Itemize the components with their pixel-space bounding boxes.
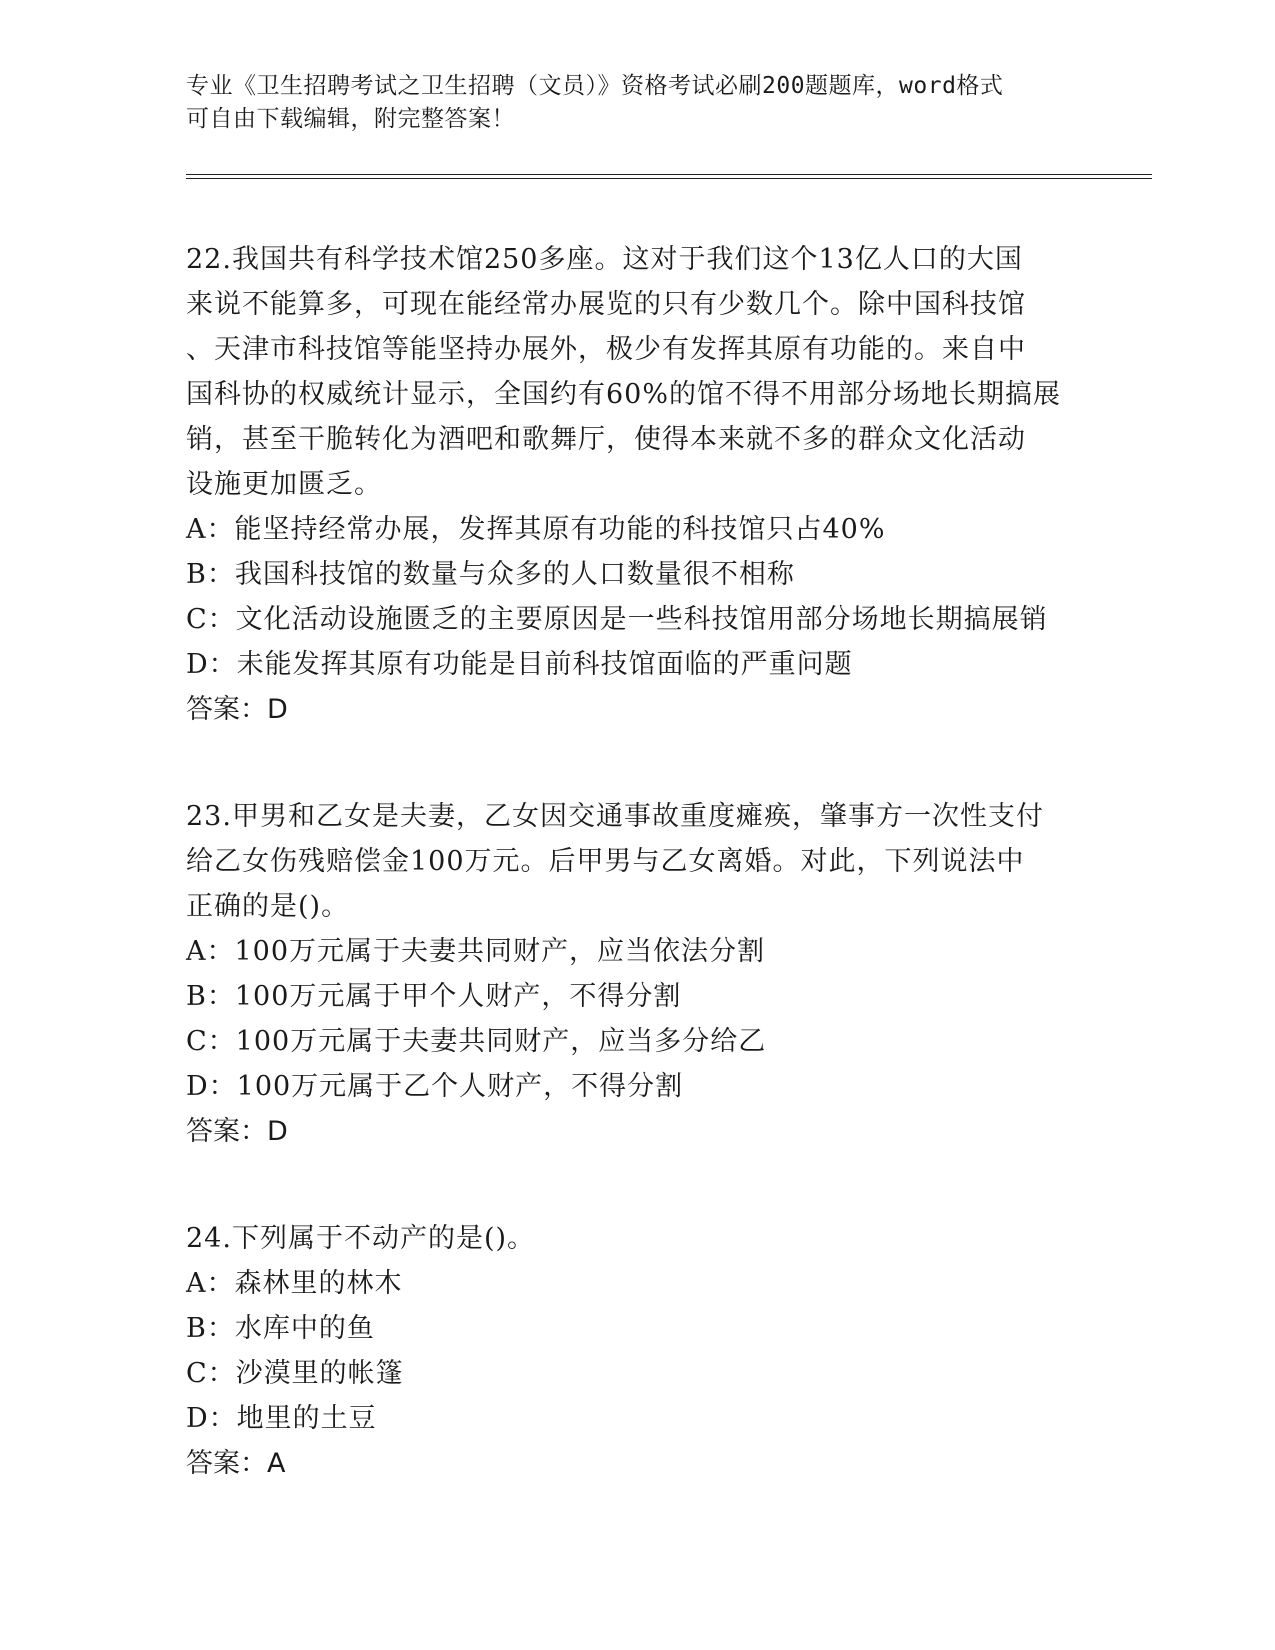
question-stem-line: 设施更加匮乏。 [186, 469, 382, 500]
document-header [186, 70, 1146, 136]
option-a: A：100万元属于夫妻共同财产，应当依法分割 [186, 936, 766, 967]
question-stem-line: 24.下列属于不动产的是()。 [186, 1223, 536, 1254]
question-stem-line: 销，甚至干脆转化为酒吧和歌舞厅，使得本来就不多的群众文化活动 [186, 424, 1026, 455]
option-c: C：文化活动设施匮乏的主要原因是一些科技馆用部分场地长期搞展销 [186, 604, 1048, 635]
document-page [186, 70, 1146, 1486]
option-d: D：未能发挥其原有功能是目前科技馆面临的严重问题 [186, 649, 853, 680]
question-23 [186, 794, 1146, 1154]
option-a: A：能坚持经常办展，发挥其原有功能的科技馆只占40% [186, 514, 886, 545]
question-stem-line: 22.我国共有科学技术馆250多座。这对于我们这个13亿人口的大国 [186, 244, 1023, 275]
option-a: A：森林里的林木 [186, 1268, 403, 1299]
header-line: 可自由下载编辑，附完整答案！ [186, 106, 515, 132]
question-stem-line: 来说不能算多，可现在能经常办展览的只有少数几个。除中国科技馆 [186, 289, 1026, 320]
question-stem-line: 给乙女伤残赔偿金100万元。后甲男与乙女离婚。对此，下列说法中 [186, 846, 1025, 877]
question-stem-line: 国科协的权威统计显示，全国约有60%的馆不得不用部分场地长期搞展 [186, 379, 1062, 410]
option-c: C：100万元属于夫妻共同财产，应当多分给乙 [186, 1026, 767, 1057]
option-c: C：沙漠里的帐篷 [186, 1358, 404, 1389]
answer: 答案：D [186, 1116, 288, 1147]
answer: 答案：A [186, 1448, 286, 1479]
header-line: 专业《卫生招聘考试之卫生招聘（文员）》资格考试必刷200题题库，word格式 [186, 73, 1004, 99]
question-stem-line: 正确的是()。 [186, 891, 350, 922]
question-stem-line: 、天津市科技馆等能坚持办展外，极少有发挥其原有功能的。来自中 [186, 334, 1026, 365]
option-d: D：地里的土豆 [186, 1403, 377, 1434]
option-b: B：100万元属于甲个人财产，不得分割 [186, 981, 682, 1012]
question-22 [186, 237, 1146, 732]
question-stem-line: 23.甲男和乙女是夫妻，乙女因交通事故重度瘫痪，肇事方一次性支付 [186, 801, 1044, 832]
question-24 [186, 1216, 1146, 1486]
answer: 答案：D [186, 694, 288, 725]
option-b: B：我国科技馆的数量与众多的人口数量很不相称 [186, 559, 795, 590]
option-b: B：水库中的鱼 [186, 1313, 375, 1344]
header-divider [186, 174, 1152, 179]
option-d: D：100万元属于乙个人财产，不得分割 [186, 1071, 684, 1102]
